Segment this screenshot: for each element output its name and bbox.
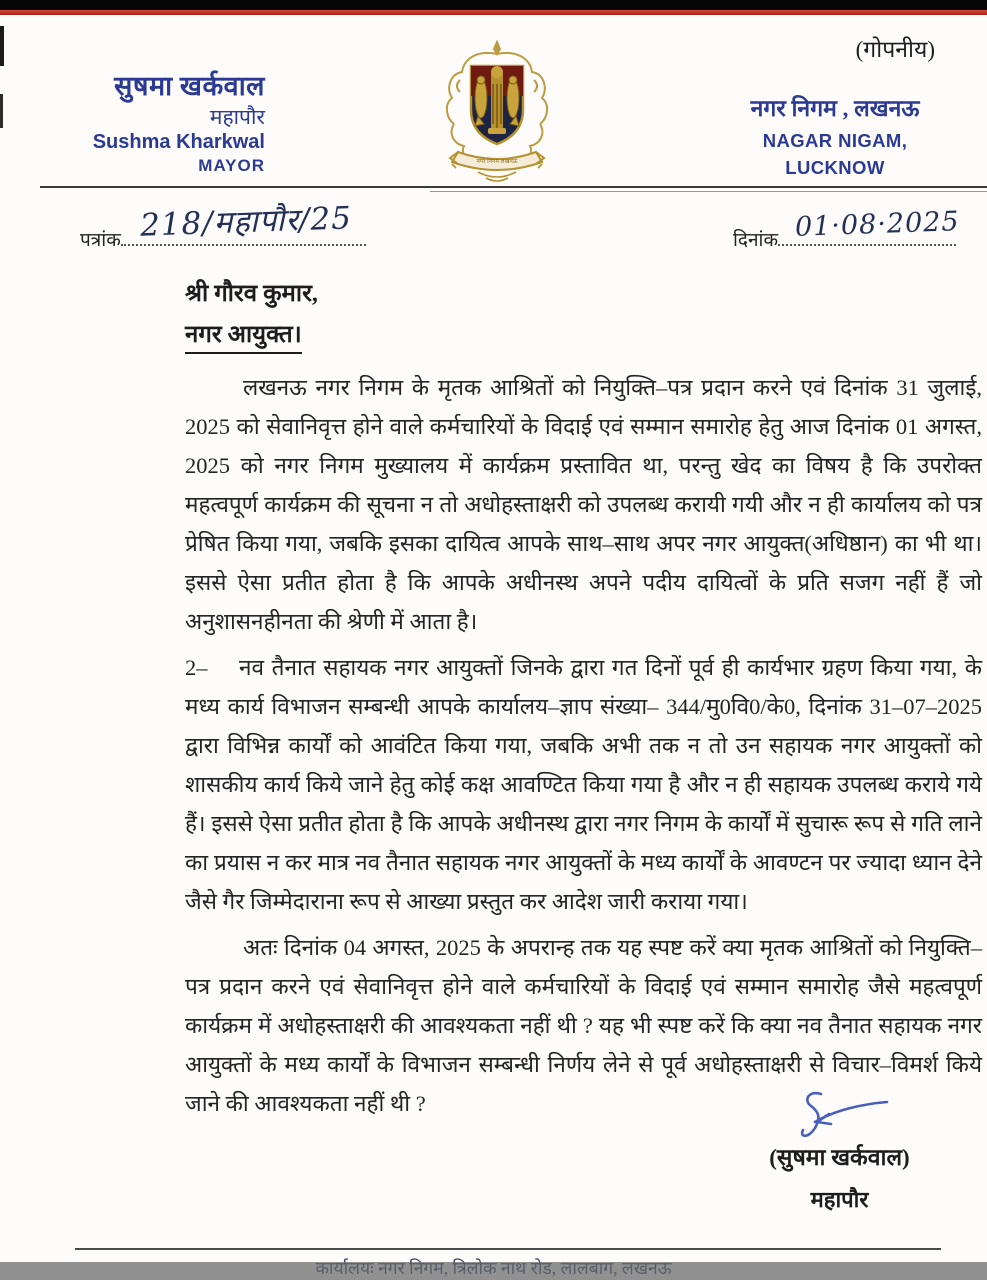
- letterhead-divider-rule-thin: [430, 191, 987, 192]
- mayor-title-english: MAYOR: [198, 156, 265, 175]
- footer-rule: [75, 1248, 941, 1250]
- letter-paragraph-2: [185, 648, 982, 921]
- letter-date-label: दिनांक: [733, 230, 779, 251]
- letterhead-divider-rule: [40, 186, 987, 188]
- organization-name-hindi: नगर निगम , लखनऊ: [750, 96, 920, 121]
- organization-name-english: NAGAR NIGAM, LUCKNOW: [762, 129, 908, 179]
- recipient-designation: नगर आयुक्त।: [185, 317, 302, 354]
- letter-number-field: [80, 200, 366, 252]
- handwritten-signature-icon: [791, 1088, 901, 1146]
- mayor-name-block: [85, 70, 265, 176]
- scan-bottom-gray-bar: [0, 1262, 987, 1280]
- organization-block: [712, 92, 958, 182]
- paragraph-2-text: नव तैनात सहायक नगर आयुक्तों जिनके द्वारा गत दिनों पूर्व ही कार्यभार ग्रहण किया गया, के मध्य कार्य विभाजन सम्बन्धी आपके कार्यालय–ज्ञाप संख्या– 344/मु0वि0/के0, दिनांक 31–07–2025 द्वारा विभिन्न कार्यों को आवंटित किया गया, जबकि अभी तक न तो उन सहायक नगर आयुक्तों को शासकीय कार्य किये जाने हेतु कोई कक्ष आवण्टित किया गया है और न ही सहायक उपलब्ध कराये गये हैं। इससे ऐसा प्रतीत होता है कि आपके अधीनस्थ द्वारा नगर निगम के कार्यों में सुचारू रूप से गति लाने का प्रयास न कर मात्र नव तैनात सहायक नगर आयुक्तों के मध्य कार्यों के आवण्टन पर ज्यादा ध्यान देने जैसे गैर जिम्मेदाराना रूप से आख्या प्रस्तुत कर आदेश जारी कराया गया।: [185, 655, 982, 914]
- scan-edge-artifact: [0, 94, 3, 128]
- confidential-label: (गोपनीय): [855, 37, 935, 62]
- recipient-name: श्री गौरव कुमार,: [185, 281, 318, 307]
- svg-text:नगर निगम लखनऊ: नगर निगम लखनऊ: [476, 159, 518, 165]
- signatory-title: महापौर: [810, 1187, 869, 1212]
- nagar-nigam-crest-icon: [438, 40, 556, 188]
- letterhead-red-rule: [0, 10, 987, 15]
- letter-paragraph-3: अतः दिनांक 04 अगस्त, 2025 के अपरान्ह तक यह स्पष्ट करें क्या मृतक आश्रितों को नियुक्ति–पत्र प्रदान करने एवं सेवानिवृत्त होने वाले कर्मचारियों के विदाई एवं सम्मान समारोह जैसे महत्वपूर्ण कार्यक्रम में अधोहस्ताक्षरी की आवश्यकता नहीं थी ? यह भी स्पष्ट करें कि क्या नव तैनात सहायक नगर आयुक्तों के मध्य कार्यों के विभाजन सम्बन्धी निर्णय लेने से पूर्व अधोहस्ताक्षरी से विचार–विमर्श किये जाने की आवश्यकता नहीं थी ?: [185, 935, 982, 1116]
- letter-number-label: पत्रांक: [80, 230, 121, 251]
- scan-edge-artifact: [0, 26, 4, 66]
- scan-top-black-bar: [0, 0, 987, 10]
- signatory-name: (सुषमा खर्कवाल): [769, 1145, 910, 1170]
- mayor-title-hindi: महापौर: [209, 104, 265, 129]
- mayor-name-hindi: सुषमा खर्कवाल: [114, 71, 265, 101]
- letter-number-handwritten-value: 218/महापौर/25: [139, 200, 353, 244]
- letter-paragraph-1: लखनऊ नगर निगम के मृतक आश्रितों को नियुक्ति–पत्र प्रदान करने एवं दिनांक 31 जुलाई, 2025 को सेवानिवृत्त होने वाले कर्मचारियों के विदाई एवं सम्मान समारोह हेतु आज दिनांक 01 अगस्त, 2025 को नगर निगम मुख्यालय में कार्यक्रम प्रस्तावित था, परन्तु खेद का विषय है कि उपरोक्त महत्वपूर्ण कार्यक्रम की सूचना न तो अधोहस्ताक्षरी को उपलब्ध करायी गयी और न ही कार्यालय को पत्र प्रेषित किया गया, जबकि इसका दायित्व आपके साथ–साथ अपर नगर आयुक्त(अधिष्ठान) का भी था। इससे ऐसा प्रतीत होता है कि आपके अधीनस्थ अपने पदीय दायित्वों के प्रति सजग नहीं हैं जो अनुशासनहीनता की श्रेणी में आता है।: [185, 375, 982, 634]
- letter-date-field: [733, 206, 961, 252]
- reference-row: [0, 200, 987, 260]
- paragraph-2-number: 2–: [185, 655, 208, 680]
- signature-block: [742, 1088, 937, 1214]
- letter-body: [185, 276, 982, 1130]
- mayor-name-english: Sushma Kharkwal: [92, 131, 265, 153]
- letter-date-handwritten-value: 01·08·2025: [794, 206, 961, 243]
